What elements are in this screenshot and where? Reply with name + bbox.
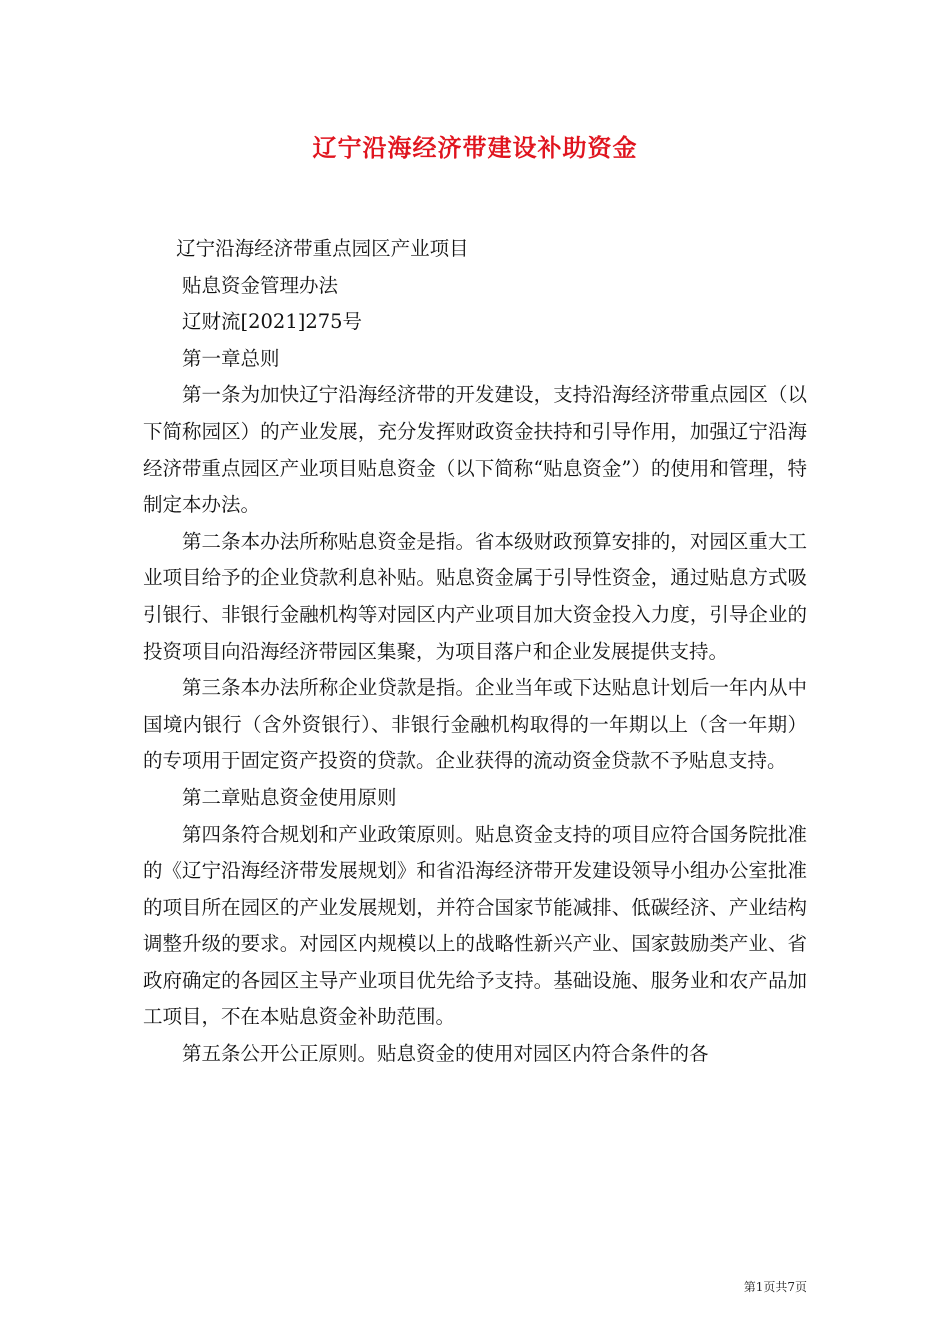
page-number: 第1页共7页 [743,1280,807,1294]
article-4: 第四条符合规划和产业政策原则。贴息资金支持的项目应符合国务院批准的《辽宁沿海经济带发展规划》和省沿海经济带开发建设领导小组办公室批准的项目所在园区的产业发展规划，并符合国家节能减排、低碳经济、产业结构调整升级的要求。对园区内规模以上的战略性新兴产业、国家鼓励类产业、省政府确定的各园区主导产业项目优先给予支持。基础设施、服务业和农产品加工项目，不在本贴息资金补助范围。 [143,822,807,1029]
document-body [143,231,807,1073]
article-5: 第五条公开公正原则。贴息资金的使用对园区内符合条件的各 [182,1042,709,1066]
article-1: 第一条为加快辽宁沿海经济带的开发建设，支持沿海经济带重点园区（以下简称园区）的产业发展，充分发挥财政资金扶持和引导作用，加强辽宁沿海经济带重点园区产业项目贴息资金（以下简称“贴息资金”）的使用和管理，特制定本办法。 [143,383,807,517]
paragraph-doc-number: 辽财流[2021]275号 [182,310,363,334]
paragraph-subtitle-1: 辽宁沿海经济带重点园区产业项目 [176,237,469,260]
article-2: 第二条本办法所称贴息资金是指。省本级财政预算安排的，对园区重大工业项目给予的企业贷款利息补贴。贴息资金属于引导性资金，通过贴息方式吸引银行、非银行金融机构等对园区内产业项目加大资金投入力度，引导企业的投资项目向沿海经济带园区集聚，为项目落户和企业发展提供支持。 [143,529,807,663]
document-title: 辽宁沿海经济带建设补助资金 [312,133,638,162]
chapter-heading-2: 第二章贴息资金使用原则 [182,785,397,809]
chapter-heading-1: 第一章总则 [182,346,280,370]
article-3: 第三条本办法所称企业贷款是指。企业当年或下达贴息计划后一年内从中国境内银行（含外资银行）、非银行金融机构取得的一年期以上（含一年期）的专项用于固定资产投资的贷款。企业获得的流动资金贷款不予贴息支持。 [143,676,807,773]
paragraph-subtitle-2: 贴息资金管理办法 [182,273,339,297]
